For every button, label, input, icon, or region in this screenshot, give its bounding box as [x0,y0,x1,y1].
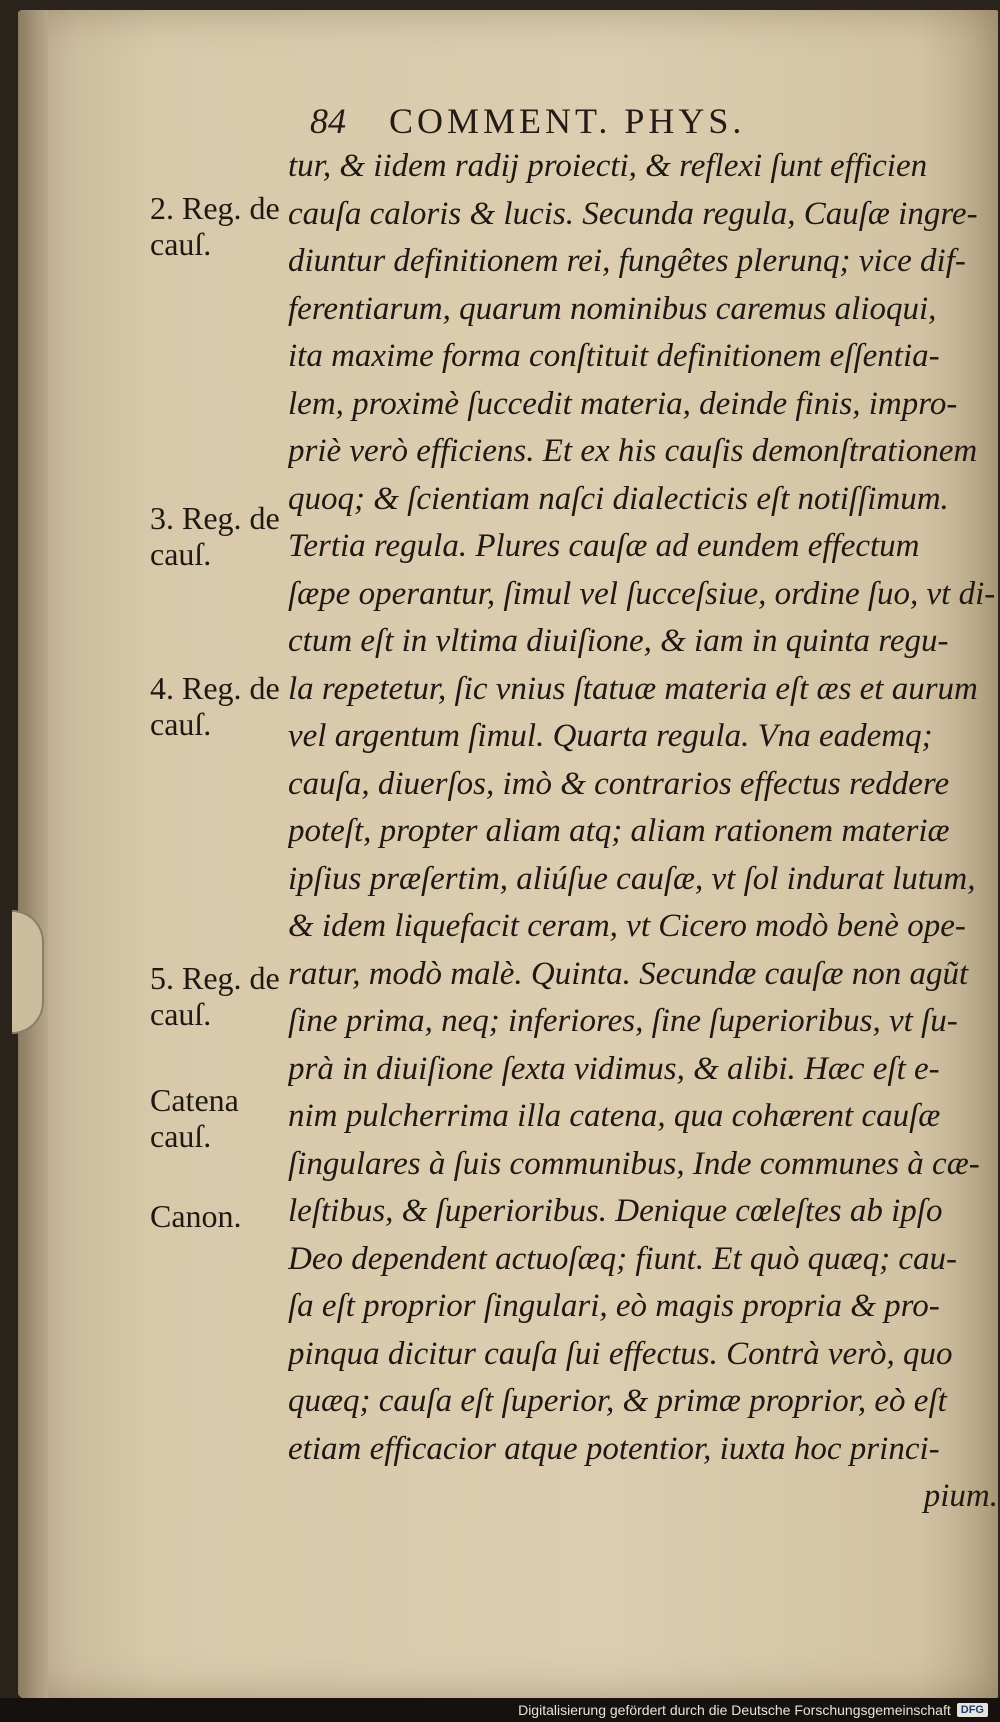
margin-note-rule-4 [150,670,300,742]
text-line: Tertia regula. Plures cauſæ ad eundem effectum [288,528,920,564]
text-line: poteſt, propter aliam atq; aliam rationem materiæ [288,813,950,849]
margin-note-rule-5 [150,960,300,1032]
text-line: ratur, modò malè. Quinta. Secundæ cauſæ non agũt [288,955,969,992]
digitization-credit: Digitalisierung gefördert durch die Deutsche Forschungsgemeinschaft [518,1702,951,1718]
margin-note-text: Catena cauſ. [150,1082,239,1154]
margin-note-text: Canon. [150,1198,242,1234]
text-line: quæq; cauſa eſt ſuperior, & primæ proprior, eò eſt [288,1383,947,1419]
text-line: leſtibus, & ſuperioribus. Denique cœleſtes ab ipſo [288,1193,943,1229]
text-line: ita maxime forma conſtituit definitionem eſſentia- [288,338,940,374]
margin-note-rule-3 [150,500,300,572]
text-line: pinqua dicitur cauſa ſui effectus. Contrà verò, quo [288,1335,953,1372]
text-line: ferentiarum, quarum nominibus caremus alioqui, [288,290,937,327]
margin-note-canon [150,1198,300,1234]
margin-note-catena [150,1082,300,1154]
text-line: etiam efficacior atque potentior, iuxta hoc princi- [288,1430,940,1467]
text-line: priè verò efficiens. Et ex his cauſis demonſtrationem [288,433,978,469]
margin-note-rule-2 [150,190,300,262]
page-header [310,100,745,142]
text-line: ipſius præſertim, aliúſue cauſæ, vt ſol indurat lutum, [288,860,976,897]
footer [518,1702,988,1718]
running-title: COMMENT. PHYS. [389,101,746,141]
text-line: nim pulcherrima illa catena, qua cohærent cauſæ [288,1098,941,1134]
margin-note-text: 5. Reg. de cauſ. [150,960,280,1032]
text-line: vel argentum ſimul. Quarta regula. Vna eademq; [288,718,933,754]
text-line: ctum eſt in vltima diuiſione, & iam in quinta regu- [288,623,949,659]
margin-note-text: 3. Reg. de cauſ. [150,500,280,572]
page-number: 84 [310,101,346,141]
text-line: la repetetur, ſic vnius ſtatuæ materia eſt æs et aurum [288,670,978,707]
margin-note-text: 2. Reg. de cauſ. [150,190,280,262]
text-line: cauſa, diuerſos, imò & contrarios effectus reddere [288,765,950,802]
text-line: ſa eſt proprior ſingulari, eò magis propria & pro- [288,1288,940,1324]
page-edge [18,10,48,1698]
text-line: lem, proximè ſuccedit materia, deinde finis, impro- [288,385,958,422]
dfg-logo: DFG [957,1703,988,1717]
text-line: cauſa caloris & lucis. Secunda regula, Cauſæ ingre- [288,195,978,232]
text-line: diuntur definitionem rei, fungêtes plerunq; vice dif- [288,243,966,279]
page-tab [12,910,44,1034]
text-line-final: pium. [923,1478,998,1514]
text-line: ſæpe operantur, ſimul vel ſucceſsiue, ordine ſuo, vt di- [288,575,996,612]
text-line: ſine prima, neq; inferiores, ſine ſuperioribus, vt ſu- [288,1003,958,1039]
text-line: Deo dependent actuoſæq; fiunt. Et quò quæq; cau- [288,1240,958,1277]
text-line: & idem liquefacit ceram, vt Cicero modò benè ope- [288,908,966,944]
text-line: quoq; & ſcientiam naſci dialecticis eſt notiſſimum. [288,480,949,517]
main-text-block [288,143,998,1521]
text-line: ſingulares à ſuis communibus, Inde communes à cæ- [288,1145,980,1182]
text-line: tur, & iidem radij proiecti, & reflexi ſunt efficien [288,148,928,184]
text-line: prà in diuiſione ſexta vidimus, & alibi. Hæc eſt e- [288,1050,940,1087]
margin-note-text: 4. Reg. de cauſ. [150,670,280,742]
